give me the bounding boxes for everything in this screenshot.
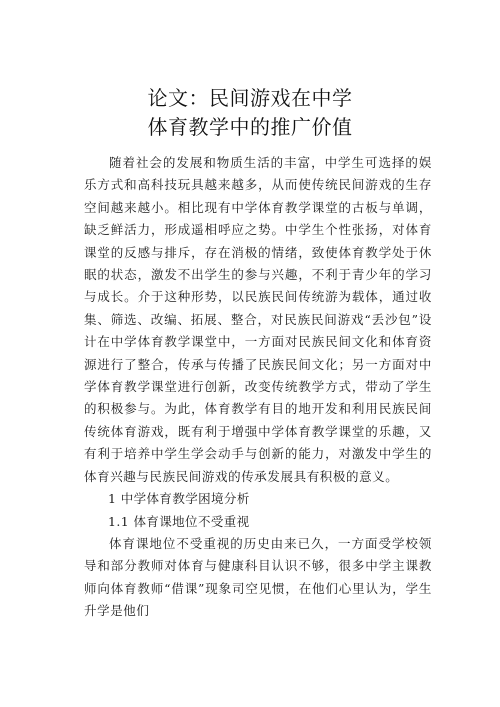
title-line-2: 体育教学中的推广价值 [147,115,353,139]
document-body [84,152,432,623]
section-heading: 1 中学体育教学困境分析 [108,491,250,507]
subsection-heading: 1.1 体育课地位不受重视 [108,513,250,529]
section-paragraph: 体育课地位不受重视的历史由来已久，一方面受学校领导和部分教师对体育与健康科目认识不够，很多中学主课教师向体育教师“借课”现象司空见惯，在他们心里认为，学生升学是他们 [84,535,432,619]
title-line-1: 论文：民间游戏在中学 [147,86,353,110]
intro-paragraph: 随着社会的发展和物质生活的丰富，中学生可选择的娱乐方式和高科技玩具越来越多，从而使传统民间游戏的生存空间越来越小。相比现有中学体育教学课堂的古板与单调，缺乏鲜活力，形成遥相呼应之势。中学生个性张扬，对体育课堂的反感与排斥，存在消极的情绪，致使体育教学处于休眠的状态，激发不出学生的参与兴趣，不利于青少年的学习与成长。介于这种形势，以民族民间传统游为载体，通过收集、筛选、改编、拓展、整合，对民族民间游戏“丢沙包”设计在中学体育教学课堂中，一方面对民族民间文化和体育资源进行了整合，传承与传播了民族民间文化；另一方面对中学体育教学课堂进行创新，改变传统教学方式，带动了学生的积极参与。为此，体育教学有目的地开发和利用民族民间传统体育游戏，既有利于增强中学体育教学课堂的乐趣，又有利于培养中学生学会动手与创新的能力，对激发中学生的体育兴趣与民族民间游戏的传承发展具有积极的意义。 [84,155,432,484]
document-title [0,84,500,142]
